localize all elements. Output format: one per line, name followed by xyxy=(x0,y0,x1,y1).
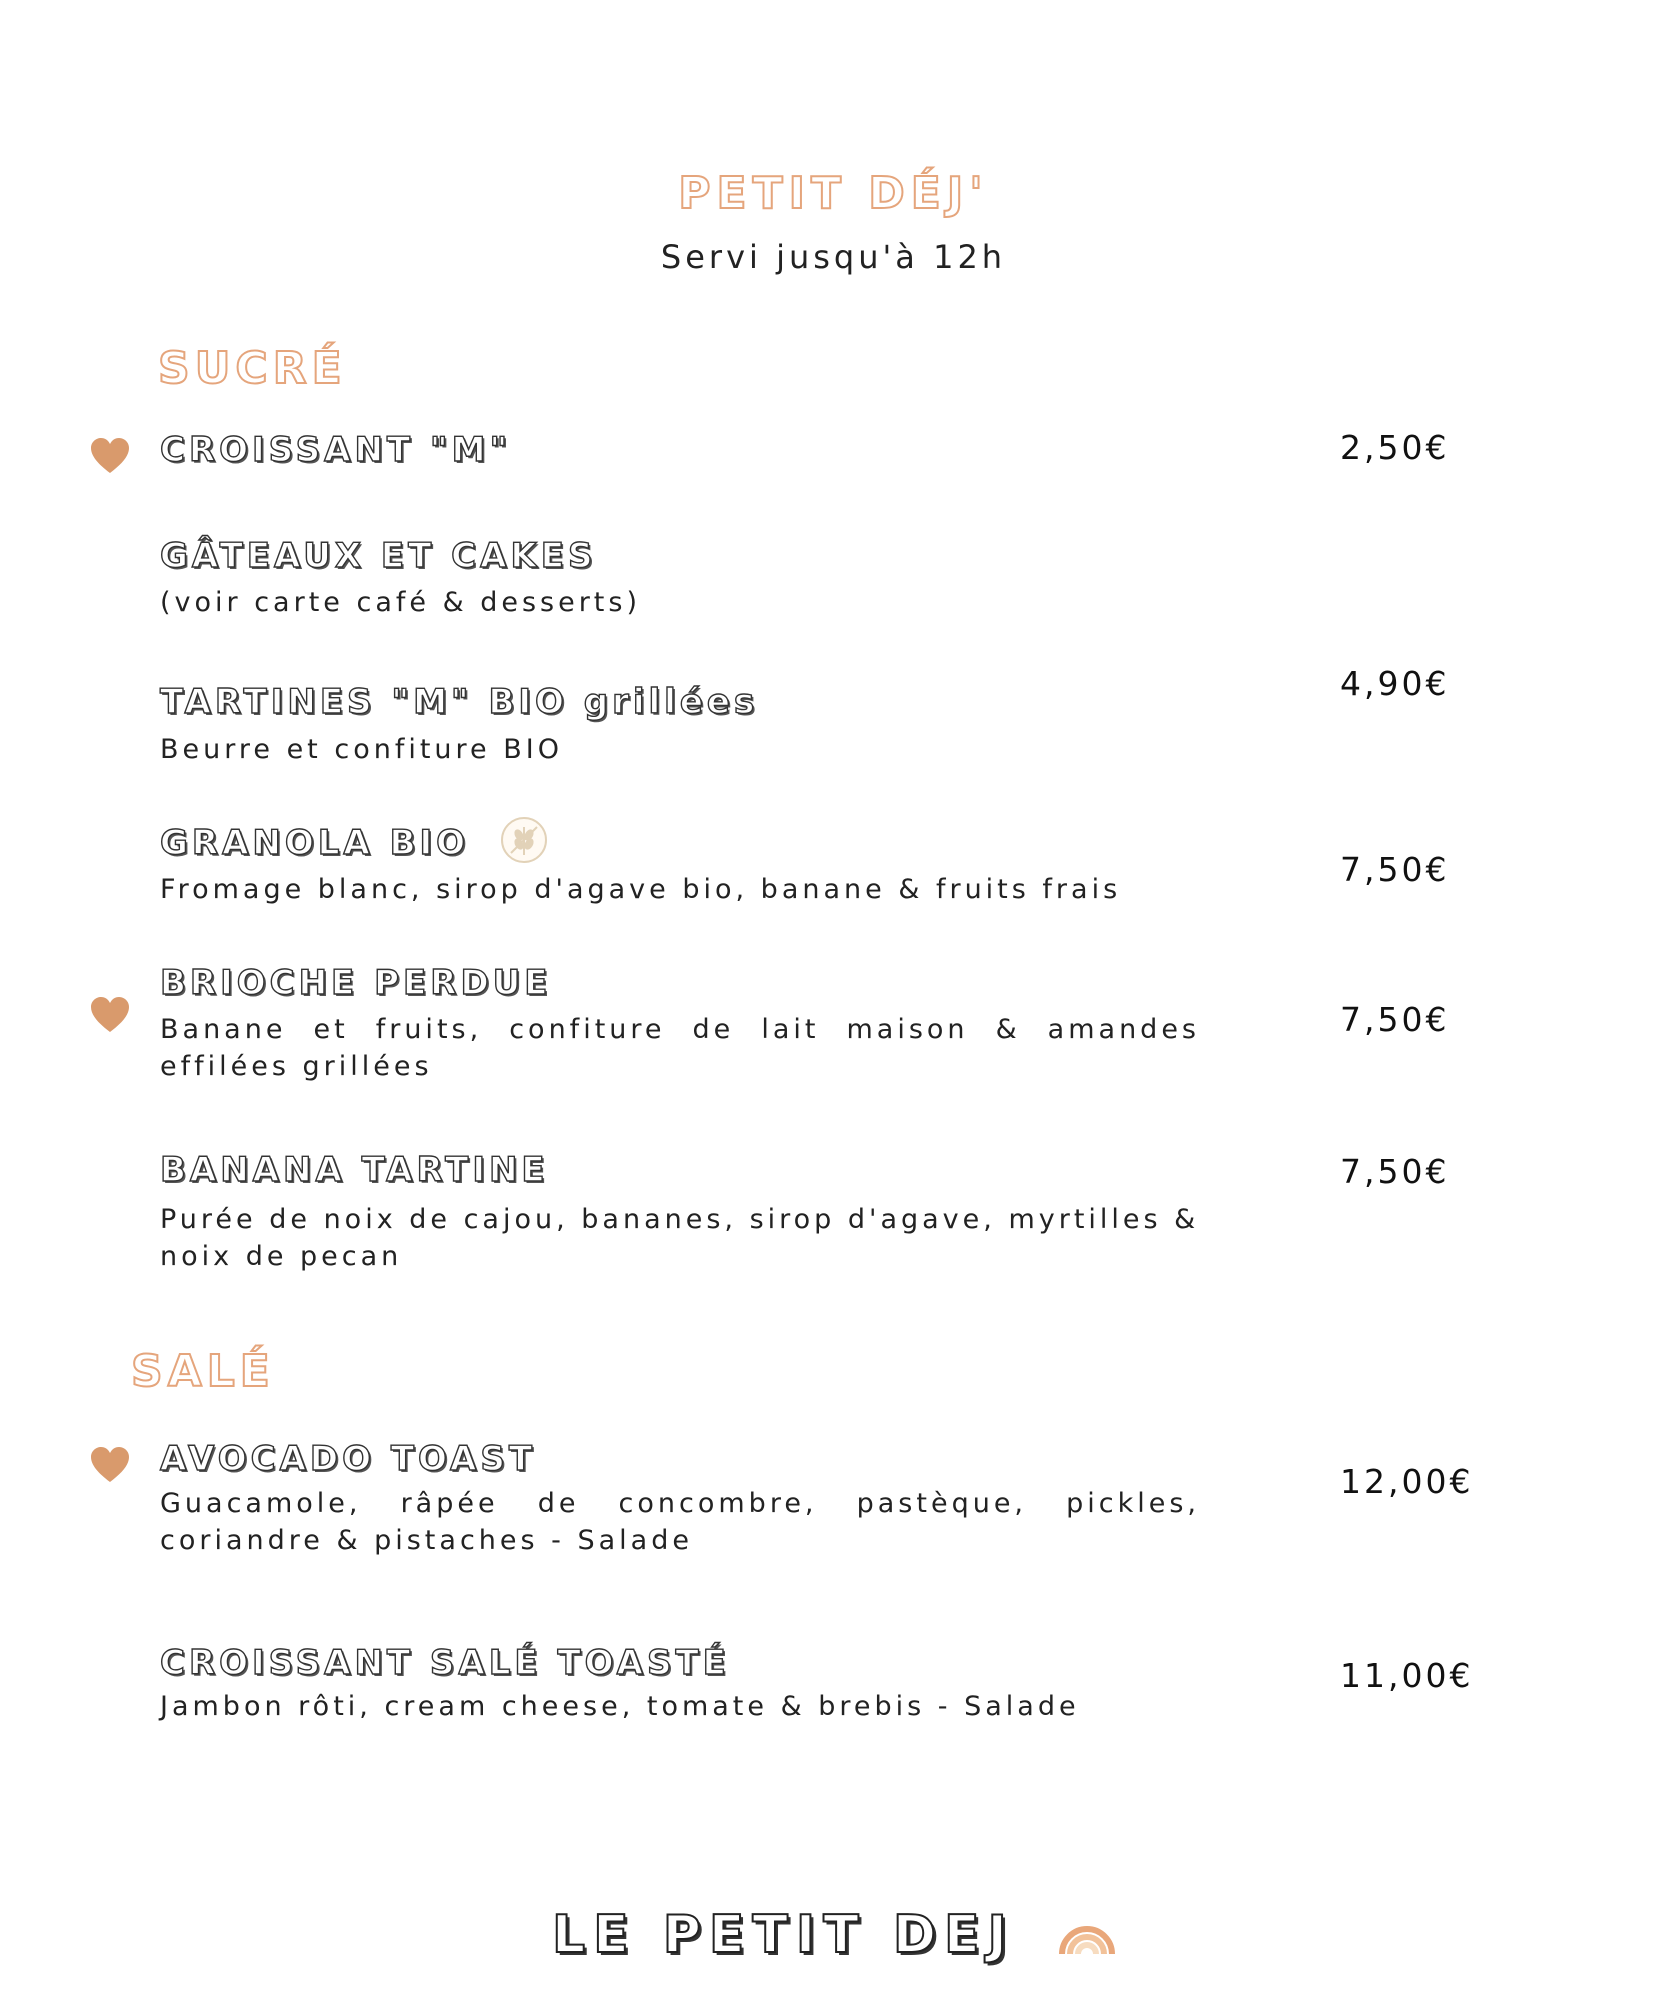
menu-item-name: CROISSANT SALÉ TOASTÉ xyxy=(160,1643,730,1683)
menu-item-price: 7,50€ xyxy=(1340,1000,1450,1039)
menu-item-price: 12,00€ xyxy=(1340,1462,1474,1501)
menu-item-name: GRANOLA BIO xyxy=(160,823,470,863)
section-title-sucre: SUCRÉ xyxy=(158,343,347,394)
menu-item-description: Purée de noix de cajou, bananes, sirop d'agave, myrtilles & noix de pecan xyxy=(160,1204,1200,1272)
menu-item-name: CROISSANT "M" xyxy=(160,430,512,470)
menu-item-description: (voir carte café & desserts) xyxy=(160,587,641,618)
heart-icon xyxy=(90,1446,130,1484)
menu-item-description: Banane et fruits, confiture de lait maison & amandes effilées grillées xyxy=(160,1014,1200,1082)
heart-icon xyxy=(90,437,130,475)
menu-item-name: BANANA TARTINE xyxy=(160,1150,549,1190)
rainbow-icon xyxy=(1059,1908,1115,1956)
menu-item-price: 7,50€ xyxy=(1340,850,1450,889)
logo-text: LE PETIT DEJ xyxy=(552,1905,1015,1965)
menu-item-price: 2,50€ xyxy=(1340,428,1450,467)
menu-item-name: BRIOCHE PERDUE xyxy=(160,963,552,1003)
heart-icon xyxy=(90,996,130,1034)
gluten-free-wheat-icon xyxy=(499,815,549,865)
menu-item-name-row xyxy=(160,823,549,865)
section-title-sale: SALÉ xyxy=(131,1346,275,1397)
menu-item-name: GÂTEAUX ET CAKES xyxy=(160,536,597,576)
footer-logo xyxy=(0,1905,1667,1965)
menu-item-name: TARTINES "M" BIO grillées xyxy=(160,682,759,722)
menu-item-description: Guacamole, râpée de concombre, pastèque, pickles, coriandre & pistaches - Salade xyxy=(160,1488,1200,1556)
menu-item-price: 4,90€ xyxy=(1340,664,1450,703)
page-subtitle: Servi jusqu'à 12h xyxy=(660,238,1007,276)
page-title: PETIT DÉJ' xyxy=(678,168,989,219)
menu-item-description: Jambon rôti, cream cheese, tomate & brebis - Salade xyxy=(160,1691,1080,1722)
menu-item-price: 11,00€ xyxy=(1340,1656,1474,1695)
menu-item-description: Beurre et confiture BIO xyxy=(160,734,563,765)
menu-item-description: Fromage blanc, sirop d'agave bio, banane & fruits frais xyxy=(160,874,1122,905)
menu-item-price: 7,50€ xyxy=(1340,1152,1450,1191)
menu-item-name: AVOCADO TOAST xyxy=(160,1439,537,1479)
